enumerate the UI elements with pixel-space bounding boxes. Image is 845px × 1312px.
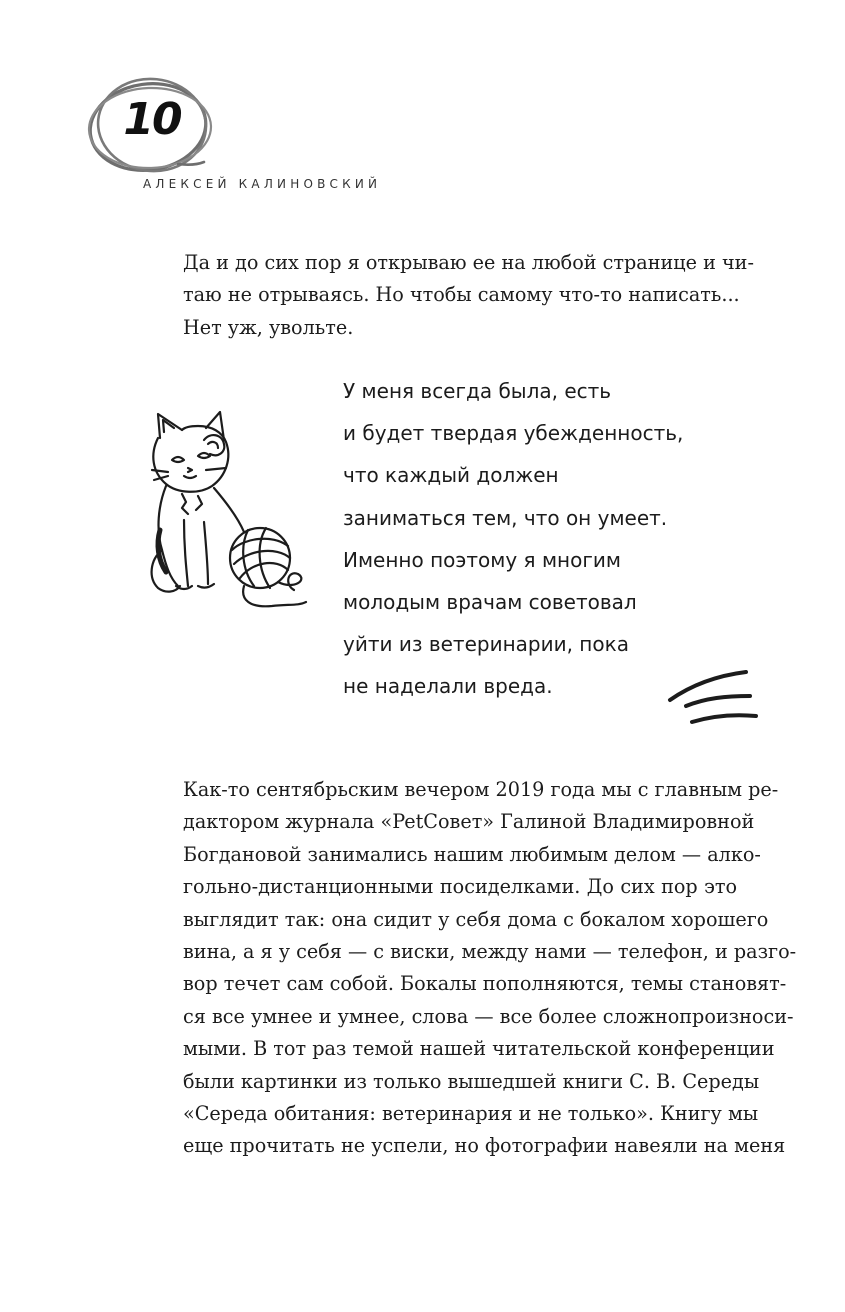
paragraph-2 xyxy=(183,774,797,1163)
text-line: ся все умнее и умнее, слова — все более сложнопроизноси- xyxy=(183,1004,794,1028)
text-line: Да и до сих пор я открываю ее на любой странице и чи- xyxy=(183,251,754,274)
quote-line: не наделали вреда. xyxy=(343,674,553,699)
text-line: Как-то сентябрьским вечером 2019 года мы с главным ре- xyxy=(183,778,779,801)
quote-line: заниматься тем, что он умеет. xyxy=(343,505,668,530)
page-number-badge xyxy=(82,70,222,180)
quote-line: и будет твердая убежденность, xyxy=(343,421,684,446)
running-head-author: АЛЕКСЕЙ КАЛИНОВСКИЙ xyxy=(143,177,382,191)
pull-quote xyxy=(343,370,723,708)
text-line: выглядит так: она сидит у себя дома с бокалом хорошего xyxy=(183,907,769,931)
text-line: «Середа обитания: ветеринария и не только». Книгу мы xyxy=(183,1102,759,1126)
text-line: вор течет сам собой. Бокалы пополняются, темы становят- xyxy=(183,972,787,996)
cat-with-yarn-ball-icon xyxy=(148,410,313,620)
text-line: дактором журнала «PetСовет» Галиной Владимировной xyxy=(183,810,755,834)
text-line: таю не отрываясь. Но чтобы самому что-то написать... xyxy=(183,283,740,307)
page-number: 10 xyxy=(123,94,181,145)
quote-line: что каждый должен xyxy=(343,463,559,488)
text-line: Нет уж, увольте. xyxy=(183,315,354,339)
text-line: гольно-дистанционными посиделками. До сих пор это xyxy=(183,875,737,899)
text-line: Богдановой занимались нашим любимым делом — алко- xyxy=(183,842,761,866)
text-line: вина, а я у себя — с виски, между нами — телефон, и разго- xyxy=(183,940,797,964)
decorative-strokes-icon xyxy=(664,664,760,728)
quote-line: уйти из ветеринарии, пока xyxy=(343,632,629,657)
text-line: еще прочитать не успели, но фотографии навеяли на меня xyxy=(183,1134,786,1158)
paragraph-1 xyxy=(183,247,754,344)
text-line: мыми. В тот раз темой нашей читательской конференции xyxy=(183,1037,775,1061)
text-line: были картинки из только вышедшей книги С. В. Середы xyxy=(183,1069,760,1093)
quote-line: У меня всегда была, есть xyxy=(343,379,612,403)
quote-line: Именно поэтому я многим xyxy=(343,547,621,572)
quote-line: молодым врачам советовал xyxy=(343,590,637,615)
